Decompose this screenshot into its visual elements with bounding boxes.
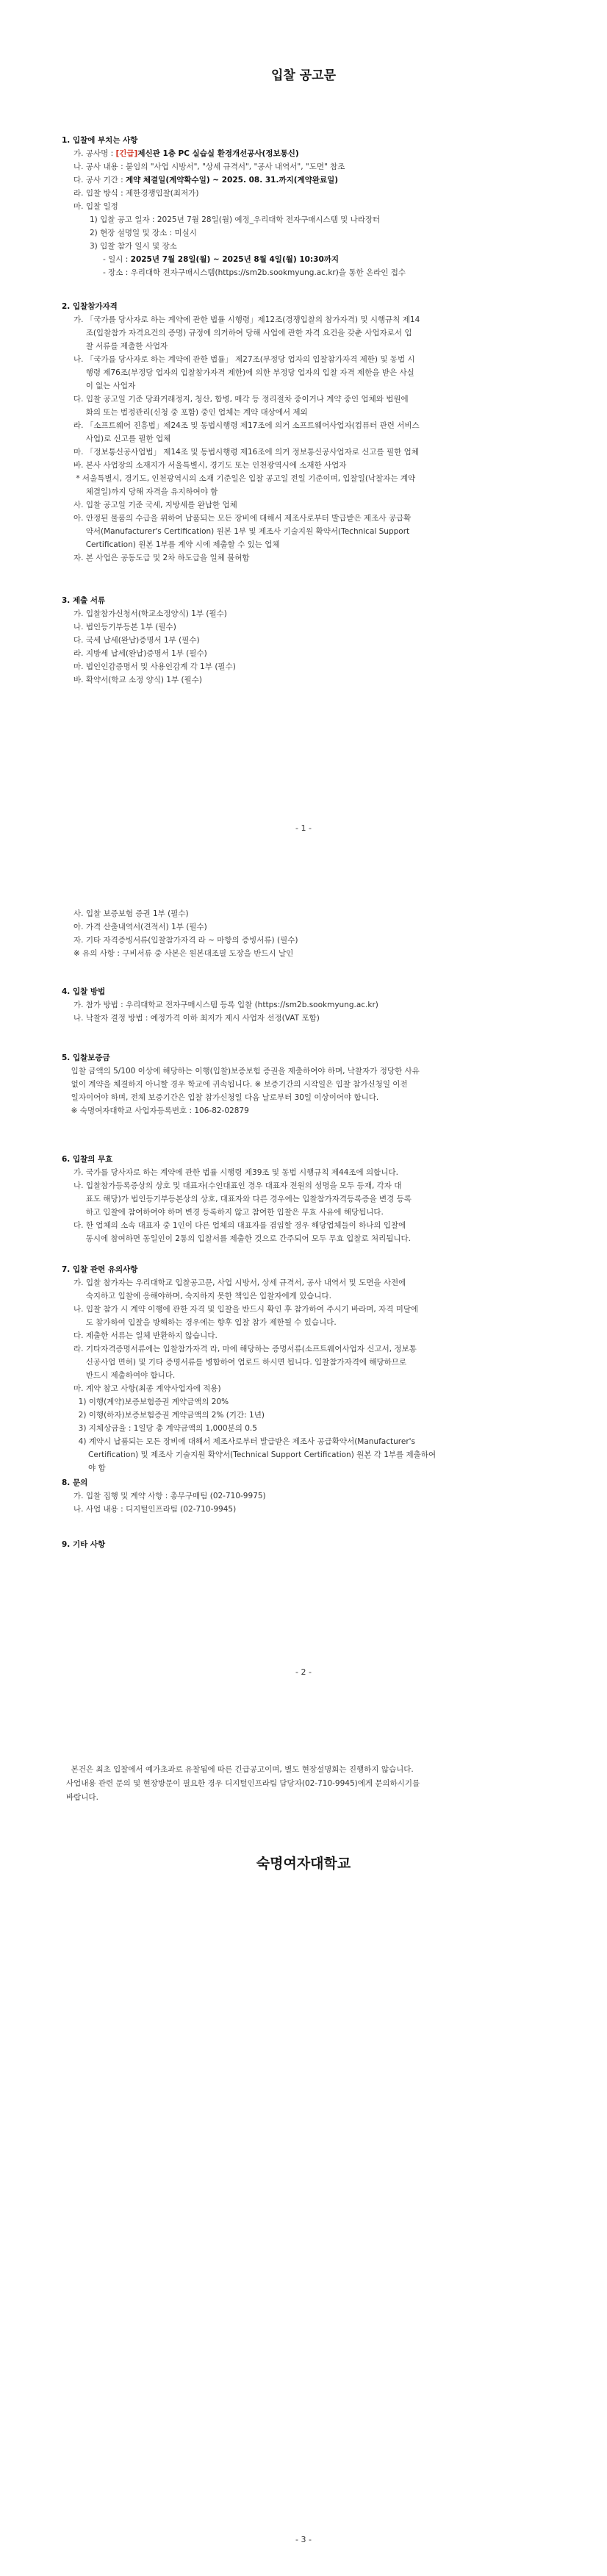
project-name-label: 가. 공사명 : [73, 149, 116, 158]
text-line: 바. 확약서(학교 소정 양식) 1부 (필수) [73, 676, 202, 684]
text-line: 가. 입찰 참가자는 우리대학교 입찰공고문, 사업 시방서, 상세 규격서, 공사 내역서 및 도면을 사전에 [73, 1278, 406, 1287]
text-line: 본건은 최초 입찰에서 예가초과로 유찰됨에 따른 긴급공고이며, 별도 현장설명회는 진행하지 않습니다. [66, 1765, 414, 1774]
text-line: 도 참가하여 입찰을 방해하는 경우에는 향후 입찰 참가 제한될 수 있습니다. [73, 1318, 337, 1327]
text-line: 가. 입찰참가신청서(학교소정양식) 1부 (필수) [73, 609, 227, 618]
text-line: 1) 이행(계약)보증보험증권 계약금액의 20% [73, 1398, 229, 1406]
text-line: 2) 이행(하자)보증보험증권 계약금액의 2% (기간: 1년) [73, 1411, 265, 1420]
text-line: 가. 입찰 집행 및 계약 사항 : 총무구매팀 (02-710-9975) [73, 1492, 266, 1500]
text-line: 나. 「국가를 당사자로 하는 계약에 관한 법률」 제27조(부정당 업자의 입찰참가자격 제한) 및 동법 시 [73, 355, 415, 364]
text-line: 나. 법인등기부등본 1부 (필수) [73, 623, 176, 632]
text-line: 화의 또는 법정관리(신청 중 포함) 중인 업체는 계약 대상에서 제외 [73, 408, 308, 417]
submission-note: ※ 유의 사항 : 구비서류 중 사본은 원본대조필 도장을 반드시 날인 [73, 949, 294, 958]
text-line: 다. 국세 납세(완납)증명서 1부 (필수) [73, 636, 200, 645]
text-line: 아. 안정된 물품의 수급을 위하여 납품되는 모든 장비에 대해서 제조사로부터 발급받은 제조사 공급확 [73, 514, 412, 523]
text-line: Certification) 및 제조사 기술지원 확약서(Technical Support Certification) 원본 각 1부를 제출하여 [73, 1450, 437, 1459]
text-line: Certification) 원본 1부를 계약 시에 제출할 수 있는 업체 [73, 540, 280, 549]
text-line: 하고 입찰에 참여하여야 하며 변경 등록하지 않고 참여한 입찰은 무효 사유에 해당됩니다. [73, 1208, 384, 1217]
text-line: 사. 입찰 공고일 기준 국세, 지방세를 완납한 업체 [73, 501, 237, 509]
bid-datetime-label: - 일시 : [103, 255, 131, 264]
text-line: 마. 법인인감증명서 및 사용인감계 각 1부 (필수) [73, 662, 236, 671]
text-line: 조(입찰참가 자격요건의 증명) 규정에 의거하여 당해 사업에 관한 자격 요건을 갖춘 사업자로서 입 [73, 329, 412, 337]
section-1-heading: 1. 입찰에 부치는 사항 [62, 136, 138, 145]
bid-notice-date: 1) 입찰 공고 일자 : 2025년 7월 28일(월) 예정_우리대학 전자구매시스템 및 나라장터 [90, 215, 381, 224]
text-line: 라. 기타자격증명서류에는 입찰참가자격 라, 마에 해당하는 증명서류(소프트웨어사업자 신고서, 정보통 [73, 1345, 417, 1353]
project-period-value: 계약 체결일(계약확수일) ~ 2025. 08. 31.까지(계약완료일) [125, 176, 339, 185]
text-line: 체결일)까지 당해 자격을 유지하여야 함 [73, 487, 218, 496]
document-title: 입찰 공고문 [270, 68, 337, 83]
urgent-tag: [긴급] [115, 149, 138, 158]
text-line: 이 없는 사업자 [73, 382, 136, 390]
text-line: 가. 참가 방법 : 우리대학교 전자구매시스템 등록 입찰 (https://sm2b.sookmyung.ac.kr) [73, 1001, 378, 1009]
text-line: 가. 국가를 당사자로 하는 계약에 관한 법률 시행령 제39조 및 동법 시행규칙 제44조에 의합니다. [73, 1168, 398, 1177]
text-line: 야 함 [73, 1464, 106, 1473]
text-line: 바랍니다. [66, 1793, 98, 1802]
bid-location: - 장소 : 우리대학 전자구매시스템(https://sm2b.sookmyung.ac.kr)을 통한 온라인 접수 [103, 268, 406, 277]
text-line: ※ 숙명여자대학교 사업자등록번호 : 106-82-02879 [66, 1106, 249, 1115]
text-line: 입찰 금액의 5/100 이상에 해당하는 이행(입찰)보증보험 증권을 제출하여야 하며, 낙찰자가 정당한 사유 [66, 1067, 420, 1076]
bid-method: 라. 입찰 방식 : 제한경쟁입찰(최저가) [73, 189, 199, 198]
section-3-heading: 3. 제출 서류 [62, 596, 106, 605]
text-line: 찰 서류를 제출한 사업자 [73, 342, 168, 351]
text-line: 라. 지방세 납세(완납)증명서 1부 (필수) [73, 649, 207, 658]
text-line: 일자이어야 하며, 전체 보증기간은 입찰 참가신청일 다음 날로부터 30일 이상이어야 합니다. [66, 1093, 379, 1102]
text-line: 4) 계약시 납품되는 모든 장비에 대해서 제조사로부터 발급받은 제조사 공급확약서(Manufacturer's [73, 1437, 416, 1446]
text-line: 자. 본 사업은 공동도급 및 2차 하도급을 일체 불허함 [73, 554, 250, 562]
text-line: 나. 낙찰자 결정 방법 : 예정가격 이하 최저가 제시 사업자 선정(VAT 포함) [73, 1014, 320, 1023]
text-line: 아. 가격 산출내역서(견적서) 1부 (필수) [73, 923, 207, 931]
text-line: 동시에 참여하면 동일인이 2통의 입찰서를 제출한 것으로 간주되어 모두 무효 입찰로 처리됩니다. [73, 1234, 411, 1243]
page-number-1: - 1 - [295, 823, 312, 833]
project-content: 나. 공사 내용 : 붙임의 "사업 시방서", "상세 규격서", "공사 내역서", "도면" 참조 [73, 162, 345, 171]
text-line: 자. 기타 자격증빙서류(입찰참가자격 라 ~ 마항의 증빙서류) (필수) [73, 936, 298, 945]
project-name-value: 제신관 1층 PC 실습실 환경개선공사(정보통신) [137, 149, 299, 158]
text-line: 3) 지체상금율 : 1일당 총 계약금액의 1,000분의 0.5 [73, 1424, 257, 1433]
bid-participation: 3) 입찰 참가 일시 및 장소 [90, 242, 177, 251]
text-line: 신공사업 면허) 및 기타 증명서류를 병합하여 업로드 하시면 됩니다. 입찰참가자격에 해당하므로 [73, 1358, 407, 1367]
bid-datetime-value: 2025년 7월 28일(월) ~ 2025년 8월 4일(월) 10:30까지 [130, 255, 340, 264]
text-line: 마. 계약 참고 사항(최종 계약사업자에 적용) [73, 1384, 221, 1393]
text-line: 없이 계약을 체결하지 아니할 경우 학교에 귀속됩니다. ※ 보증기간의 시작일은 입찰 참가신청일 이전 [66, 1080, 408, 1089]
text-line: 나. 사업 내용 : 디지털인프라팀 (02-710-9945) [73, 1505, 237, 1514]
site-briefing: 2) 현장 설명일 및 장소 : 미실시 [90, 229, 197, 237]
page-number-2: - 2 - [295, 1667, 312, 1677]
text-line: * 서울특별시, 경기도, 인천광역시의 소재 기준일은 입찰 공고일 전일 기준이며, 입찰일(낙찰자는 계약 [73, 474, 416, 483]
section-8-heading: 8. 문의 [62, 1478, 88, 1487]
section-2-heading: 2. 입찰참가자격 [62, 302, 118, 311]
text-line: 다. 한 업체의 소속 대표자 중 1인이 다른 업체의 대표자를 겸임할 경우 해당업체들이 하나의 입찰에 [73, 1221, 406, 1230]
text-line: 약서(Manufacturer's Certification) 원본 1부 및 제조사 기술지원 확약서(Technical Support [73, 527, 410, 536]
text-line: 행령 제76조(부정당 업자의 입찰참가자격 제한)에 의한 부정당 업자의 입찰 자격 제한을 받은 사실 [73, 368, 414, 377]
project-period-label: 다. 공사 기간 : [73, 176, 126, 185]
text-line: 숙지하고 입찰에 응해야하며, 숙지하지 못한 책임은 입찰자에게 있습니다. [73, 1292, 332, 1300]
text-line: 다. 입찰 공고일 기준 당좌거래정지, 청산, 합병, 매각 등 정리절차 중이거나 계약 중인 업체와 법원에 [73, 395, 409, 404]
text-line: 사. 입찰 보증보험 증권 1부 (필수) [73, 909, 189, 918]
text-line: 나. 입찰참가등록증상의 상호 및 대표자(수인대표인 경우 대표자 전원의 성명을 모두 등재, 각자 대 [73, 1181, 402, 1190]
text-line: 바. 본사 사업장의 소재지가 서울특별시, 경기도 또는 인천광역시에 소재한 사업자 [73, 461, 347, 470]
section-4-heading: 4. 입찰 방법 [62, 987, 106, 996]
section-6-heading: 6. 입찰의 무효 [62, 1155, 113, 1164]
text-line: 마. 「정보통신공사업법」 제14조 및 동법시행령 제16조에 의거 정보통신공사업자로 신고를 필한 업체 [73, 448, 419, 457]
text-line: 사업내용 관련 문의 및 현장방문이 필요한 경우 디지털인프라팀 담당자(02-710-9945)에게 문의하시기를 [66, 1779, 420, 1788]
project-name [73, 149, 299, 159]
university-name: 숙명여자대학교 [256, 1856, 351, 1872]
text-line: 가. 「국가를 당사자로 하는 계약에 관한 법률 시행령」제12조(경쟁입찰의 참가자격) 및 시행규칙 제14 [73, 315, 420, 324]
text-line: 반드시 제출하여야 합니다. [73, 1371, 176, 1380]
text-line: 표도 해당)가 법인등기부등본상의 상호, 대표자와 다른 경우에는 입찰참가자격등록증을 변경 등록 [73, 1195, 412, 1203]
bid-schedule: 마. 입찰 일정 [73, 202, 118, 211]
page-number-3: - 3 - [295, 2535, 312, 2544]
section-7-heading: 7. 입찰 관련 유의사항 [62, 1265, 138, 1274]
text-line: 다. 제출한 서류는 일체 반환하지 않습니다. [73, 1331, 218, 1340]
text-line: 라. 「소프트웨어 진흥법」제24조 및 동법시행령 제17조에 의거 소프트웨어사업자(컴퓨터 관련 서비스 [73, 421, 420, 430]
bid-datetime [103, 254, 339, 265]
text-line: 사업)로 신고를 필한 업체 [73, 434, 171, 443]
text-line: 나. 입찰 참가 시 계약 이행에 관한 자격 및 입찰을 반드시 확인 후 참가하여 주시기 바라며, 자격 미달에 [73, 1305, 419, 1314]
project-period [73, 175, 338, 185]
section-9-heading: 9. 기타 사항 [62, 1540, 106, 1549]
section-5-heading: 5. 입찰보증금 [62, 1053, 110, 1062]
